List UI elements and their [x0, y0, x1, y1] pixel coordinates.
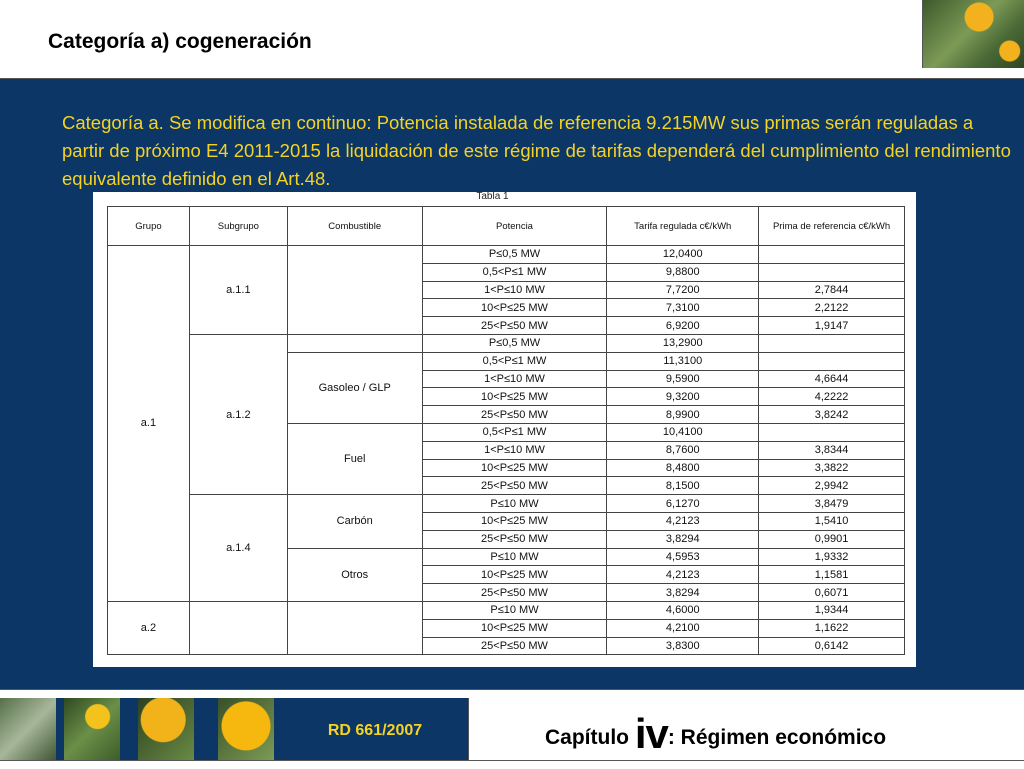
subgroup-cell: a.1.1	[189, 246, 287, 335]
tarifa-cell: 4,2100	[607, 619, 759, 637]
subgroup-cell	[189, 601, 287, 654]
header-bar	[0, 0, 1024, 71]
prima-cell: 0,9901	[759, 530, 905, 548]
chapter-number: iv	[634, 710, 668, 757]
prima-cell: 2,7844	[759, 281, 905, 299]
table-header-row	[108, 207, 905, 246]
tarifa-cell: 13,2900	[607, 334, 759, 352]
flower-photo-image	[922, 0, 1024, 68]
flower-photo-image	[138, 698, 194, 760]
intro-text: Categoría a. Se modifica en continuo: Potencia instalada de referencia 9.215MW sus primas serán reguladas a partir de próximo E4 2011-2015 la liquidación de este régime de tarifas dependerá del cumplimiento del rendimiento equivalente definido en el Art.48.	[62, 112, 1011, 189]
prima-cell: 4,6644	[759, 370, 905, 388]
header-subgrupo: Subgrupo	[189, 207, 287, 246]
chapter-title	[545, 710, 886, 758]
subgroup-cell: a.1.4	[189, 495, 287, 602]
prima-cell	[759, 263, 905, 281]
potencia-cell: P≤0,5 MW	[422, 246, 607, 264]
page-title: Categoría a) cogeneración	[48, 30, 312, 53]
tarifa-cell: 8,7600	[607, 441, 759, 459]
potencia-cell: 10<P≤25 MW	[422, 388, 607, 406]
tarifa-cell: 12,0400	[607, 246, 759, 264]
prima-cell: 3,8242	[759, 406, 905, 424]
regulation-label: RD 661/2007	[327, 722, 423, 739]
potencia-cell: 10<P≤25 MW	[422, 459, 607, 477]
tarifa-cell: 8,9900	[607, 406, 759, 424]
table-row	[108, 246, 905, 264]
potencia-cell: P≤10 MW	[422, 548, 607, 566]
tarifa-cell: 4,2123	[607, 512, 759, 530]
potencia-cell: 1<P≤10 MW	[422, 441, 607, 459]
potencia-cell: 10<P≤25 MW	[422, 512, 607, 530]
tarifa-cell: 4,6000	[607, 601, 759, 619]
tariff-table	[107, 206, 905, 655]
header-potencia: Potencia	[422, 207, 607, 246]
chapter-box	[468, 698, 1024, 760]
tarifa-cell: 4,5953	[607, 548, 759, 566]
tarifa-cell: 11,3100	[607, 352, 759, 370]
potencia-cell: 0,5<P≤1 MW	[422, 423, 607, 441]
potencia-cell: 25<P≤50 MW	[422, 477, 607, 495]
prima-cell: 1,9332	[759, 548, 905, 566]
tarifa-cell: 10,4100	[607, 423, 759, 441]
tarifa-cell: 3,8300	[607, 637, 759, 655]
potencia-cell: 25<P≤50 MW	[422, 406, 607, 424]
flower-photo-image	[64, 698, 120, 760]
potencia-cell: 0,5<P≤1 MW	[422, 352, 607, 370]
tarifa-cell: 8,4800	[607, 459, 759, 477]
tarifa-cell: 9,3200	[607, 388, 759, 406]
prima-cell: 0,6142	[759, 637, 905, 655]
prima-cell: 0,6071	[759, 584, 905, 602]
fuel-cell	[287, 601, 422, 654]
header-tarifa: Tarifa regulada c€/kWh	[607, 207, 759, 246]
potencia-cell: P≤10 MW	[422, 495, 607, 513]
header-grupo: Grupo	[108, 207, 190, 246]
table-row	[108, 334, 905, 352]
tarifa-cell: 9,5900	[607, 370, 759, 388]
prima-cell: 1,5410	[759, 512, 905, 530]
chapter-prefix: Capítulo	[545, 726, 635, 749]
chapter-suffix: : Régimen económico	[667, 726, 887, 749]
potencia-cell: P≤0,5 MW	[422, 334, 607, 352]
table-image	[93, 192, 916, 667]
tarifa-cell: 3,8294	[607, 584, 759, 602]
header-prima: Prima de referencia c€/kWh	[759, 207, 905, 246]
prima-cell: 3,8344	[759, 441, 905, 459]
prima-cell: 1,1622	[759, 619, 905, 637]
fuel-cell	[287, 246, 422, 335]
tarifa-cell: 3,8294	[607, 530, 759, 548]
flower-photo-image	[218, 698, 274, 760]
tarifa-cell: 7,7200	[607, 281, 759, 299]
tarifa-cell: 7,3100	[607, 299, 759, 317]
group-cell: a.2	[108, 601, 190, 654]
potencia-cell: 25<P≤50 MW	[422, 584, 607, 602]
tarifa-cell: 6,9200	[607, 317, 759, 335]
potencia-cell: 10<P≤25 MW	[422, 619, 607, 637]
potencia-cell: 1<P≤10 MW	[422, 281, 607, 299]
prima-cell: 1,9344	[759, 601, 905, 619]
potencia-cell: P≤10 MW	[422, 601, 607, 619]
potencia-cell: 25<P≤50 MW	[422, 530, 607, 548]
potencia-cell: 25<P≤50 MW	[422, 317, 607, 335]
potencia-cell: 10<P≤25 MW	[422, 566, 607, 584]
table-row	[108, 601, 905, 619]
prima-cell	[759, 352, 905, 370]
fuel-cell: Gasoleo / GLP	[287, 352, 422, 423]
fuel-cell: Otros	[287, 548, 422, 601]
prima-cell: 1,9147	[759, 317, 905, 335]
subgroup-cell: a.1.2	[189, 334, 287, 494]
prima-cell: 2,2122	[759, 299, 905, 317]
main-panel	[0, 79, 1024, 689]
footer-bar	[0, 698, 1024, 760]
potencia-cell: 1<P≤10 MW	[422, 370, 607, 388]
prima-cell: 2,9942	[759, 477, 905, 495]
potencia-cell: 0,5<P≤1 MW	[422, 263, 607, 281]
potencia-cell: 10<P≤25 MW	[422, 299, 607, 317]
prima-cell: 1,1581	[759, 566, 905, 584]
table-row	[108, 495, 905, 513]
fuel-cell: Fuel	[287, 423, 422, 494]
prima-cell	[759, 246, 905, 264]
tarifa-cell: 6,1270	[607, 495, 759, 513]
potencia-cell: 25<P≤50 MW	[422, 637, 607, 655]
fuel-cell: Carbón	[287, 495, 422, 548]
prima-cell: 3,3822	[759, 459, 905, 477]
header-combustible: Combustible	[287, 207, 422, 246]
leaf-photo-image	[0, 698, 56, 760]
divider-strip	[0, 70, 1024, 79]
fuel-cell	[287, 334, 422, 352]
prima-cell	[759, 423, 905, 441]
prima-cell: 4,2222	[759, 388, 905, 406]
prima-cell: 3,8479	[759, 495, 905, 513]
tarifa-cell: 9,8800	[607, 263, 759, 281]
table-caption: Tabla 1	[476, 191, 509, 202]
group-cell: a.1	[108, 246, 190, 602]
tarifa-cell: 4,2123	[607, 566, 759, 584]
tarifa-cell: 8,1500	[607, 477, 759, 495]
prima-cell	[759, 334, 905, 352]
